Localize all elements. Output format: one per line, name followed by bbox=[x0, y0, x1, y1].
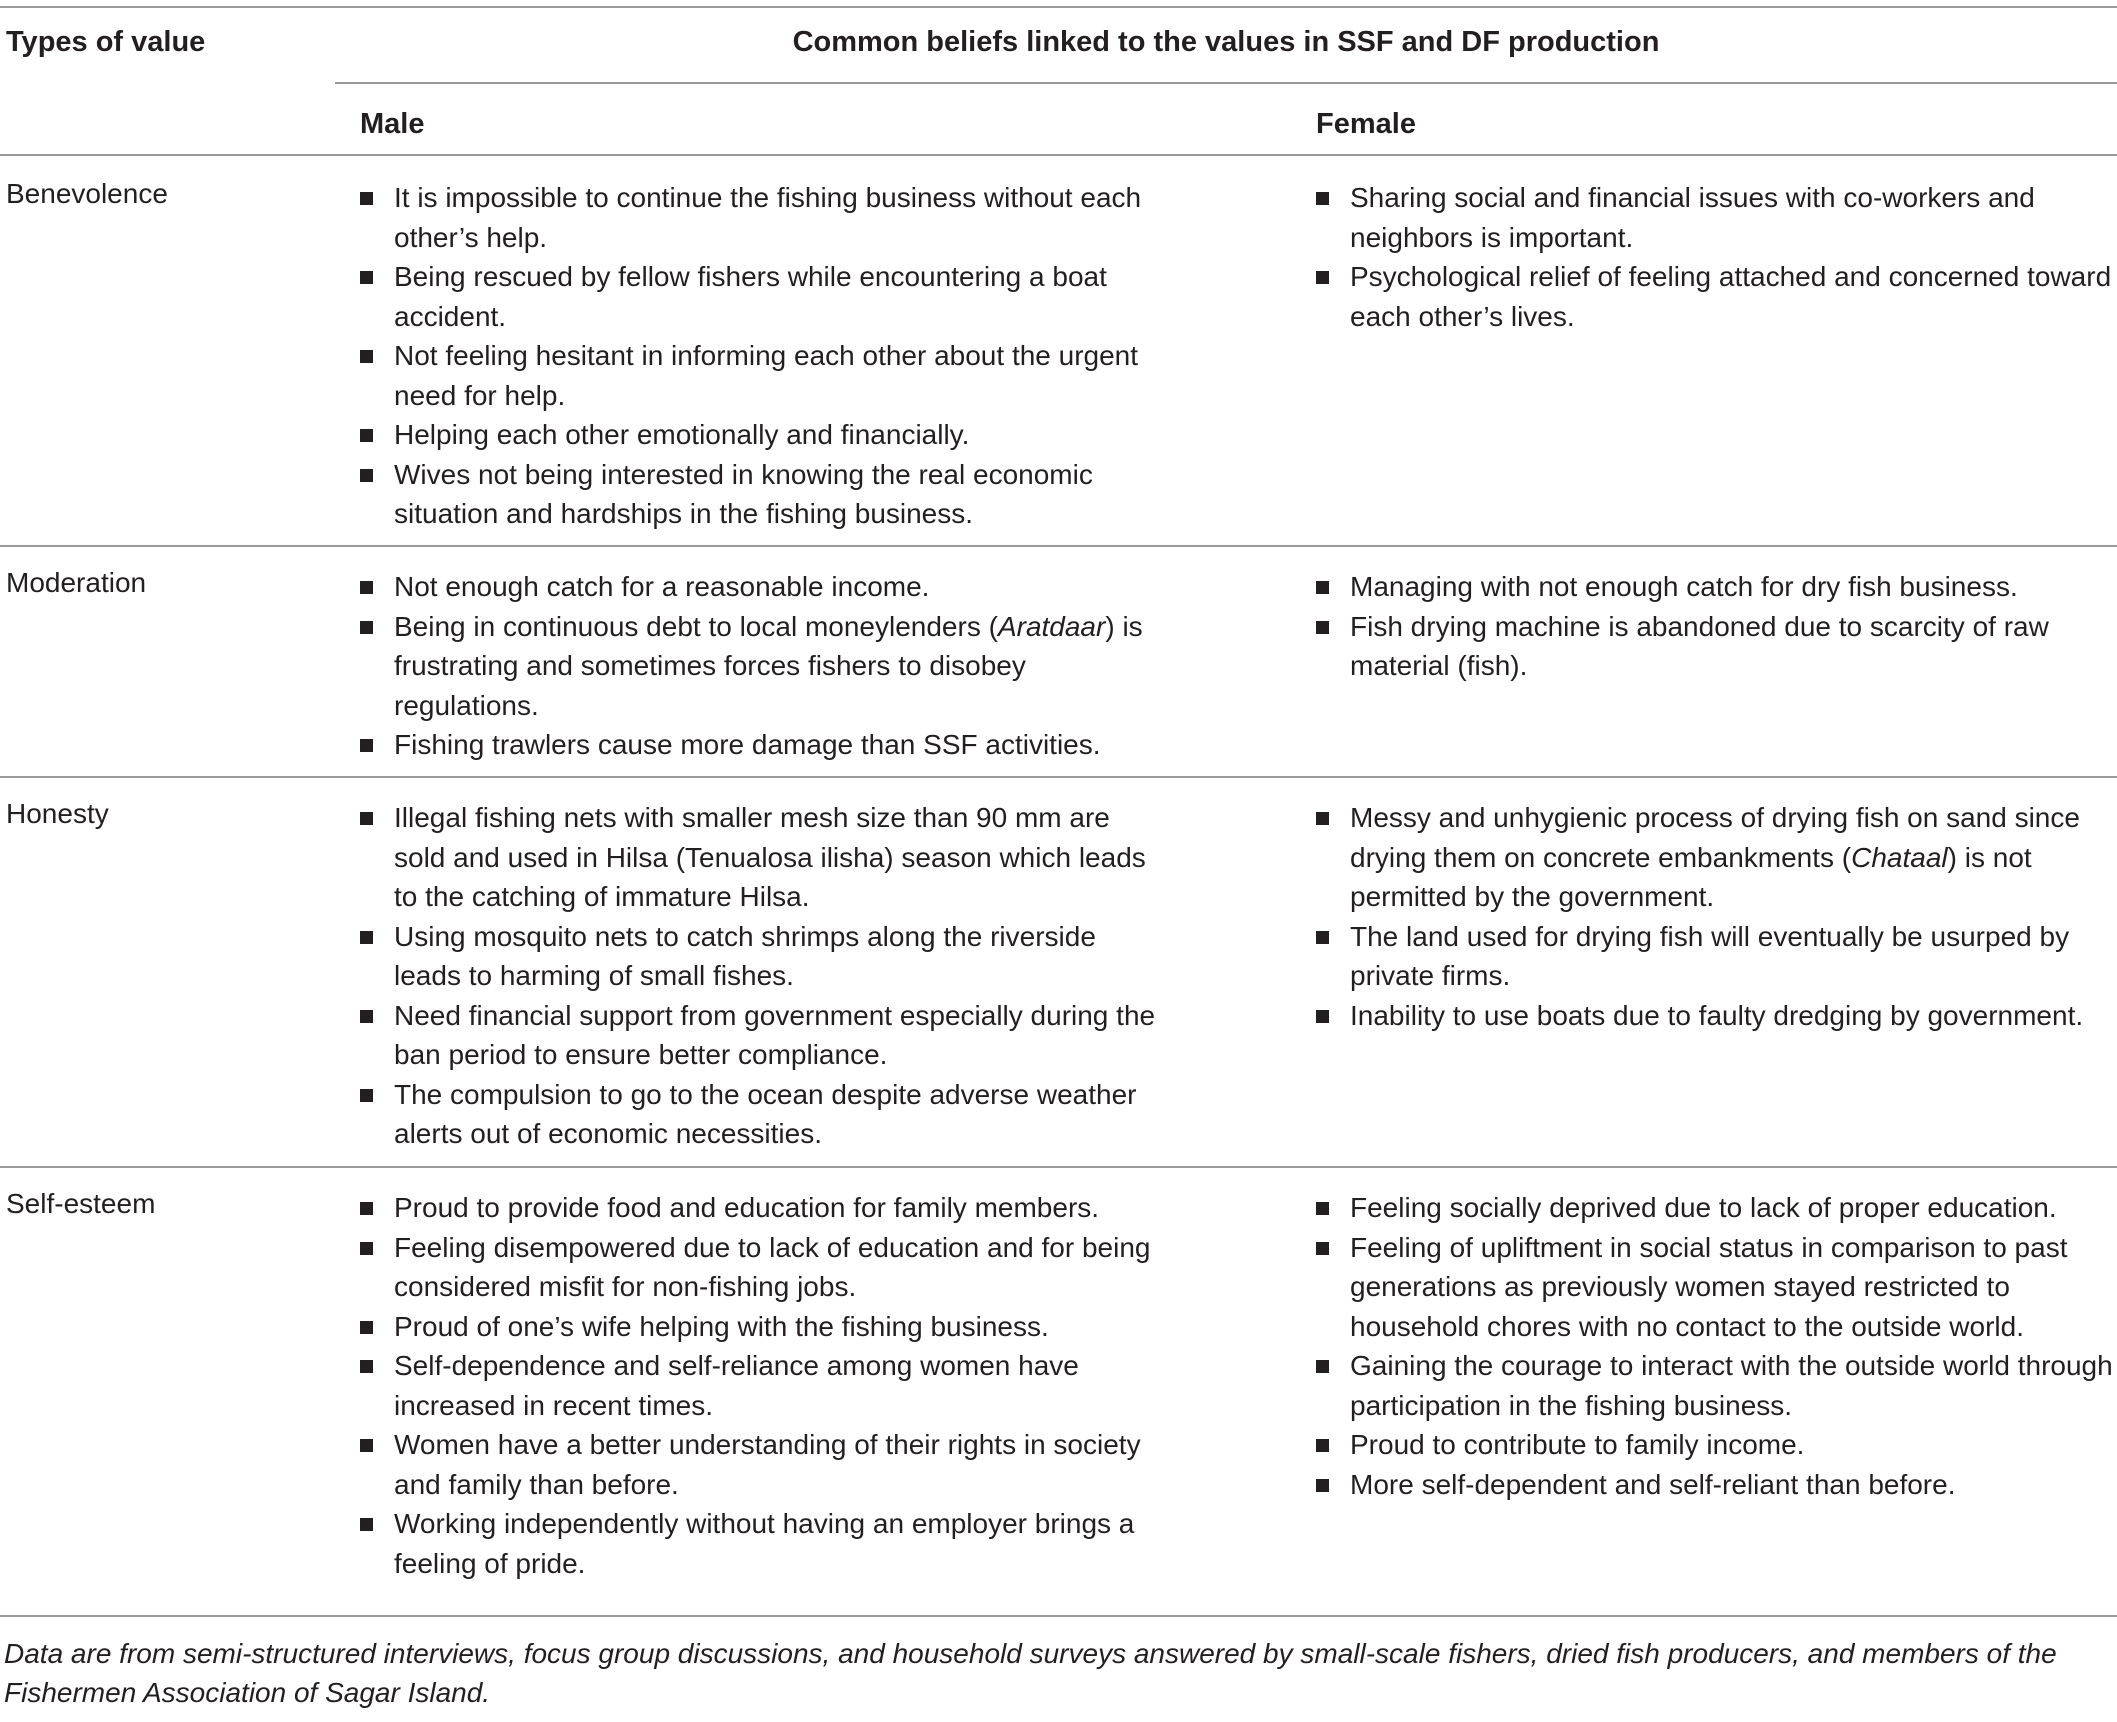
row-divider bbox=[0, 1166, 2117, 1168]
square-bullet-icon bbox=[360, 931, 373, 944]
belief-item bbox=[1314, 567, 2114, 607]
square-bullet-icon bbox=[1316, 931, 1329, 944]
female-beliefs-list bbox=[1314, 567, 2114, 686]
belief-text: Proud of one’s wife helping with the fishing business. bbox=[394, 1310, 1049, 1342]
belief-item bbox=[358, 1346, 1158, 1425]
belief-item bbox=[358, 1425, 1158, 1504]
belief-item bbox=[358, 257, 1158, 336]
belief-item bbox=[358, 415, 1158, 455]
square-bullet-icon bbox=[1316, 1360, 1329, 1373]
table-bottom-rule bbox=[0, 1615, 2117, 1617]
belief-text: Proud to contribute to family income. bbox=[1350, 1429, 1805, 1460]
square-bullet-icon bbox=[360, 1439, 373, 1452]
square-bullet-icon bbox=[360, 192, 373, 205]
belief-item bbox=[358, 917, 1158, 996]
belief-item bbox=[358, 567, 1158, 607]
belief-text: The compulsion to go to the ocean despite adverse weather alerts out of economic necessities. bbox=[394, 1078, 1137, 1149]
male-beliefs-list bbox=[358, 798, 1158, 1154]
belief-item bbox=[1314, 1346, 2114, 1425]
belief-item bbox=[1314, 1188, 2114, 1228]
square-bullet-icon bbox=[360, 1010, 373, 1023]
belief-item bbox=[358, 1075, 1158, 1154]
square-bullet-icon bbox=[360, 1242, 373, 1255]
belief-item bbox=[1314, 257, 2114, 336]
belief-item bbox=[1314, 1228, 2114, 1347]
row-type-honesty: Honesty bbox=[6, 798, 109, 829]
female-beliefs-list bbox=[1314, 798, 2114, 1035]
square-bullet-icon bbox=[1316, 271, 1329, 284]
belief-item bbox=[358, 725, 1158, 765]
row-type-self-esteem: Self-esteem bbox=[6, 1188, 156, 1219]
belief-item bbox=[1314, 1425, 2114, 1465]
header-male: Male bbox=[360, 108, 425, 140]
belief-term: Chataal bbox=[1851, 841, 1948, 873]
square-bullet-icon bbox=[360, 469, 373, 482]
row-divider bbox=[0, 776, 2117, 778]
square-bullet-icon bbox=[360, 621, 373, 634]
square-bullet-icon bbox=[360, 429, 373, 442]
belief-item bbox=[1314, 1465, 2114, 1505]
belief-text: More self-dependent and self-reliant than before. bbox=[1350, 1468, 1956, 1500]
belief-text: Being rescued by fellow fishers while encountering a boat accident. bbox=[394, 261, 1107, 332]
square-bullet-icon bbox=[360, 1360, 373, 1373]
square-bullet-icon bbox=[1316, 621, 1329, 634]
belief-item bbox=[358, 455, 1158, 534]
table-footnote: Data are from semi-structured interviews, focus group discussions, and household surveys answered by small-scale fishers, dried fish producers, and members of the Fishermen Association of Sagar Island. bbox=[4, 1638, 2057, 1708]
belief-text: The land used for drying fish will eventually be usurped by private firms. bbox=[1350, 920, 2070, 991]
belief-text: Messy and unhygienic process of drying fish on sand since drying them on concrete embankments ( bbox=[1350, 802, 2080, 873]
belief-text: Inability to use boats due to faulty dredging by government. bbox=[1350, 999, 2084, 1031]
belief-text: Gaining the courage to interact with the outside world through participation in the fishing business. bbox=[1350, 1350, 2113, 1421]
square-bullet-icon bbox=[360, 1202, 373, 1215]
table-top-rule bbox=[0, 6, 2117, 8]
square-bullet-icon bbox=[360, 812, 373, 825]
row-divider bbox=[0, 154, 2117, 156]
header-common-beliefs: Common beliefs linked to the values in SSF and DF production bbox=[792, 26, 1660, 58]
belief-term: Aratdaar bbox=[997, 610, 1106, 642]
square-bullet-icon bbox=[360, 350, 373, 363]
belief-text: Sharing social and financial issues with co-workers and neighbors is important. bbox=[1350, 182, 2035, 253]
square-bullet-icon bbox=[1316, 1242, 1329, 1255]
male-beliefs-list bbox=[358, 567, 1158, 765]
row-divider bbox=[0, 545, 2117, 547]
square-bullet-icon bbox=[1316, 1479, 1329, 1492]
square-bullet-icon bbox=[360, 581, 373, 594]
square-bullet-icon bbox=[1316, 1202, 1329, 1215]
belief-text: Feeling disempowered due to lack of education and for being considered misfit for non-fishing jobs. bbox=[394, 1231, 1151, 1302]
row-type-benevolence: Benevolence bbox=[6, 178, 168, 209]
square-bullet-icon bbox=[360, 1321, 373, 1334]
header-types-of-value: Types of value bbox=[6, 26, 206, 58]
belief-text: Proud to provide food and education for family members. bbox=[394, 1192, 1100, 1223]
male-beliefs-list bbox=[358, 178, 1158, 534]
belief-text: Feeling socially deprived due to lack of proper education. bbox=[1350, 1192, 2057, 1223]
belief-item bbox=[358, 1307, 1158, 1347]
belief-item bbox=[358, 996, 1158, 1075]
belief-text: Wives not being interested in knowing the real economic situation and hardships in the fishing business. bbox=[394, 458, 1093, 529]
belief-text: Psychological relief of feeling attached and concerned toward each other’s lives. bbox=[1350, 261, 2112, 332]
belief-item bbox=[1314, 917, 2114, 996]
belief-item bbox=[1314, 798, 2114, 917]
belief-item bbox=[1314, 996, 2114, 1036]
male-beliefs-list bbox=[358, 1188, 1158, 1583]
square-bullet-icon bbox=[360, 739, 373, 752]
square-bullet-icon bbox=[360, 1089, 373, 1102]
square-bullet-icon bbox=[1316, 581, 1329, 594]
belief-text: Fishing trawlers cause more damage than SSF activities. bbox=[394, 729, 1101, 760]
square-bullet-icon bbox=[1316, 1010, 1329, 1023]
square-bullet-icon bbox=[360, 271, 373, 284]
belief-text: Not feeling hesitant in informing each other about the urgent need for help. bbox=[394, 340, 1139, 411]
square-bullet-icon bbox=[1316, 1439, 1329, 1452]
belief-text: Feeling of upliftment in social status in comparison to past generations as previously women stayed restricted to household chores with no contact to the outside world. bbox=[1350, 1231, 2068, 1342]
belief-text: Illegal fishing nets with smaller mesh size than 90 mm are sold and used in Hilsa (Tenualosa ilisha) season which leads to the catching of immature Hilsa. bbox=[394, 802, 1146, 912]
belief-text: Helping each other emotionally and financially. bbox=[394, 419, 970, 450]
header-sub-rule bbox=[335, 82, 2117, 84]
belief-item bbox=[358, 607, 1158, 726]
belief-item bbox=[358, 336, 1158, 415]
belief-text: ) is not permitted by the government. bbox=[1350, 841, 2032, 912]
belief-text: Working independently without having an employer brings a feeling of pride. bbox=[394, 1508, 1135, 1579]
belief-text: Fish drying machine is abandoned due to scarcity of raw material (fish). bbox=[1350, 610, 2049, 681]
female-beliefs-list bbox=[1314, 1188, 2114, 1504]
square-bullet-icon bbox=[1316, 192, 1329, 205]
belief-text: Women have a better understanding of their rights in society and family than before. bbox=[394, 1429, 1141, 1500]
belief-text: Not enough catch for a reasonable income. bbox=[394, 571, 930, 602]
square-bullet-icon bbox=[1316, 812, 1329, 825]
belief-text: Managing with not enough catch for dry fish business. bbox=[1350, 571, 2018, 602]
belief-item bbox=[1314, 178, 2114, 257]
belief-text: Being in continuous debt to local moneylenders ( bbox=[394, 610, 998, 642]
belief-item bbox=[1314, 607, 2114, 686]
belief-item bbox=[358, 1504, 1158, 1583]
header-female: Female bbox=[1316, 108, 1416, 140]
row-type-moderation: Moderation bbox=[6, 567, 147, 598]
belief-item bbox=[358, 1188, 1158, 1228]
belief-text: Self-dependence and self-reliance among women have increased in recent times. bbox=[394, 1350, 1079, 1421]
square-bullet-icon bbox=[360, 1518, 373, 1531]
belief-item bbox=[358, 798, 1158, 917]
belief-item bbox=[358, 1228, 1158, 1307]
belief-text: It is impossible to continue the fishing business without each other’s help. bbox=[394, 182, 1142, 253]
belief-text: ) is frustrating and sometimes forces fishers to disobey regulations. bbox=[394, 610, 1143, 721]
belief-text: Using mosquito nets to catch shrimps along the riverside leads to harming of small fishes. bbox=[394, 920, 1096, 991]
belief-text: Need financial support from government especially during the ban period to ensure better compliance. bbox=[394, 999, 1156, 1070]
belief-item bbox=[358, 178, 1158, 257]
female-beliefs-list bbox=[1314, 178, 2114, 336]
